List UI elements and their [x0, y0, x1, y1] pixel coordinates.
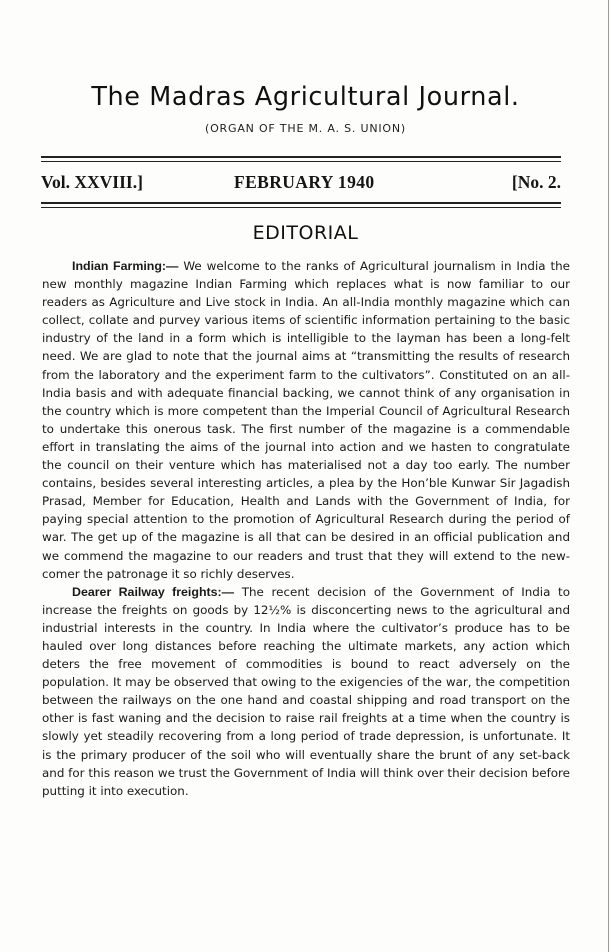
editorial-body	[42, 257, 570, 800]
paragraph-heading: Dearer Railway freights:—	[72, 584, 235, 599]
top-rule-thin	[41, 161, 561, 162]
bottom-rule-thin	[41, 207, 561, 208]
top-rule-thick	[41, 156, 561, 158]
journal-subtitle: (ORGAN OF THE M. A. S. UNION)	[205, 122, 406, 135]
editorial-paragraph	[42, 257, 570, 583]
paragraph-text: We welcome to the ranks of Agricultural journalism in India the new monthly magazine Indian Farming which replaces what is now familiar to our readers as Agriculture and Live stock in India. An all-India monthly magazine which can collect, collate and purvey various items of scientific information pertaining to the basic industry of the land in a form which is intelligible to the layman has been a long-felt need. We are glad to note that the journal aims at “transmitting the results of research from the laboratory and the experiment farm to the cultivators”. Constituted on an all-India basis and with adequate financial backing, we cannot think of any organisation in the country which is more competent than the Imperial Council of Agricultural Research to undertake this onerous task. The first number of the magazine is a commendable effort in translating the aims of the journal into action and we hasten to congratulate the council on their venture which has materialised not a day too early. The number contains, besides several interesting articles, a plea by the Hon’ble Kunwar Sir Jagadish Prasad, Member for Education, Health and Lands with the Government of India, for paying special attention to the promotion of Agricultural Research during the period of war. The get up of the magazine is all that can be desired in an official publication and we commend the magazine to our readers and trust that they will extend to the new-comer the patronage it so richly deserves.	[42, 259, 570, 581]
volume-label: Vol. XXVIII.]	[41, 172, 143, 192]
journal-title: The Madras Agricultural Journal.	[91, 82, 520, 112]
paragraph-heading: Indian Farming:—	[72, 259, 179, 273]
paragraph-text: The recent decision of the Government of India to increase the freights on goods by 12½% is disconcerting news to the agricultural and industrial interests in the country. In India where the cultivator’s produce has to be hauled over long distances before reaching the ultimate markets, any action which deters the free movement of commodities is bound to react adversely on the population. It may be observed that owing to the exigencies of the war, the competition between the railways on the one hand and coastal shipping and road transport on the other is fast waning and the decision to raise rail freights at a time when the country is slowly yet steadily recovering from a long period of trade depression, is unfortunate. It is the primary producer of the soil who will eventually share the brunt of any set-back and for this reason we trust the Government of India will think over their decision before putting it into execution.	[42, 584, 570, 798]
bottom-rule-thick	[41, 202, 561, 204]
editorial-paragraph	[42, 583, 570, 800]
section-heading: EDITORIAL	[252, 222, 359, 244]
issue-number: [No. 2.	[511, 172, 561, 192]
issue-date: FEBRUARY 1940	[234, 172, 375, 192]
issue-line	[41, 172, 561, 194]
page-edge-line	[608, 0, 609, 952]
